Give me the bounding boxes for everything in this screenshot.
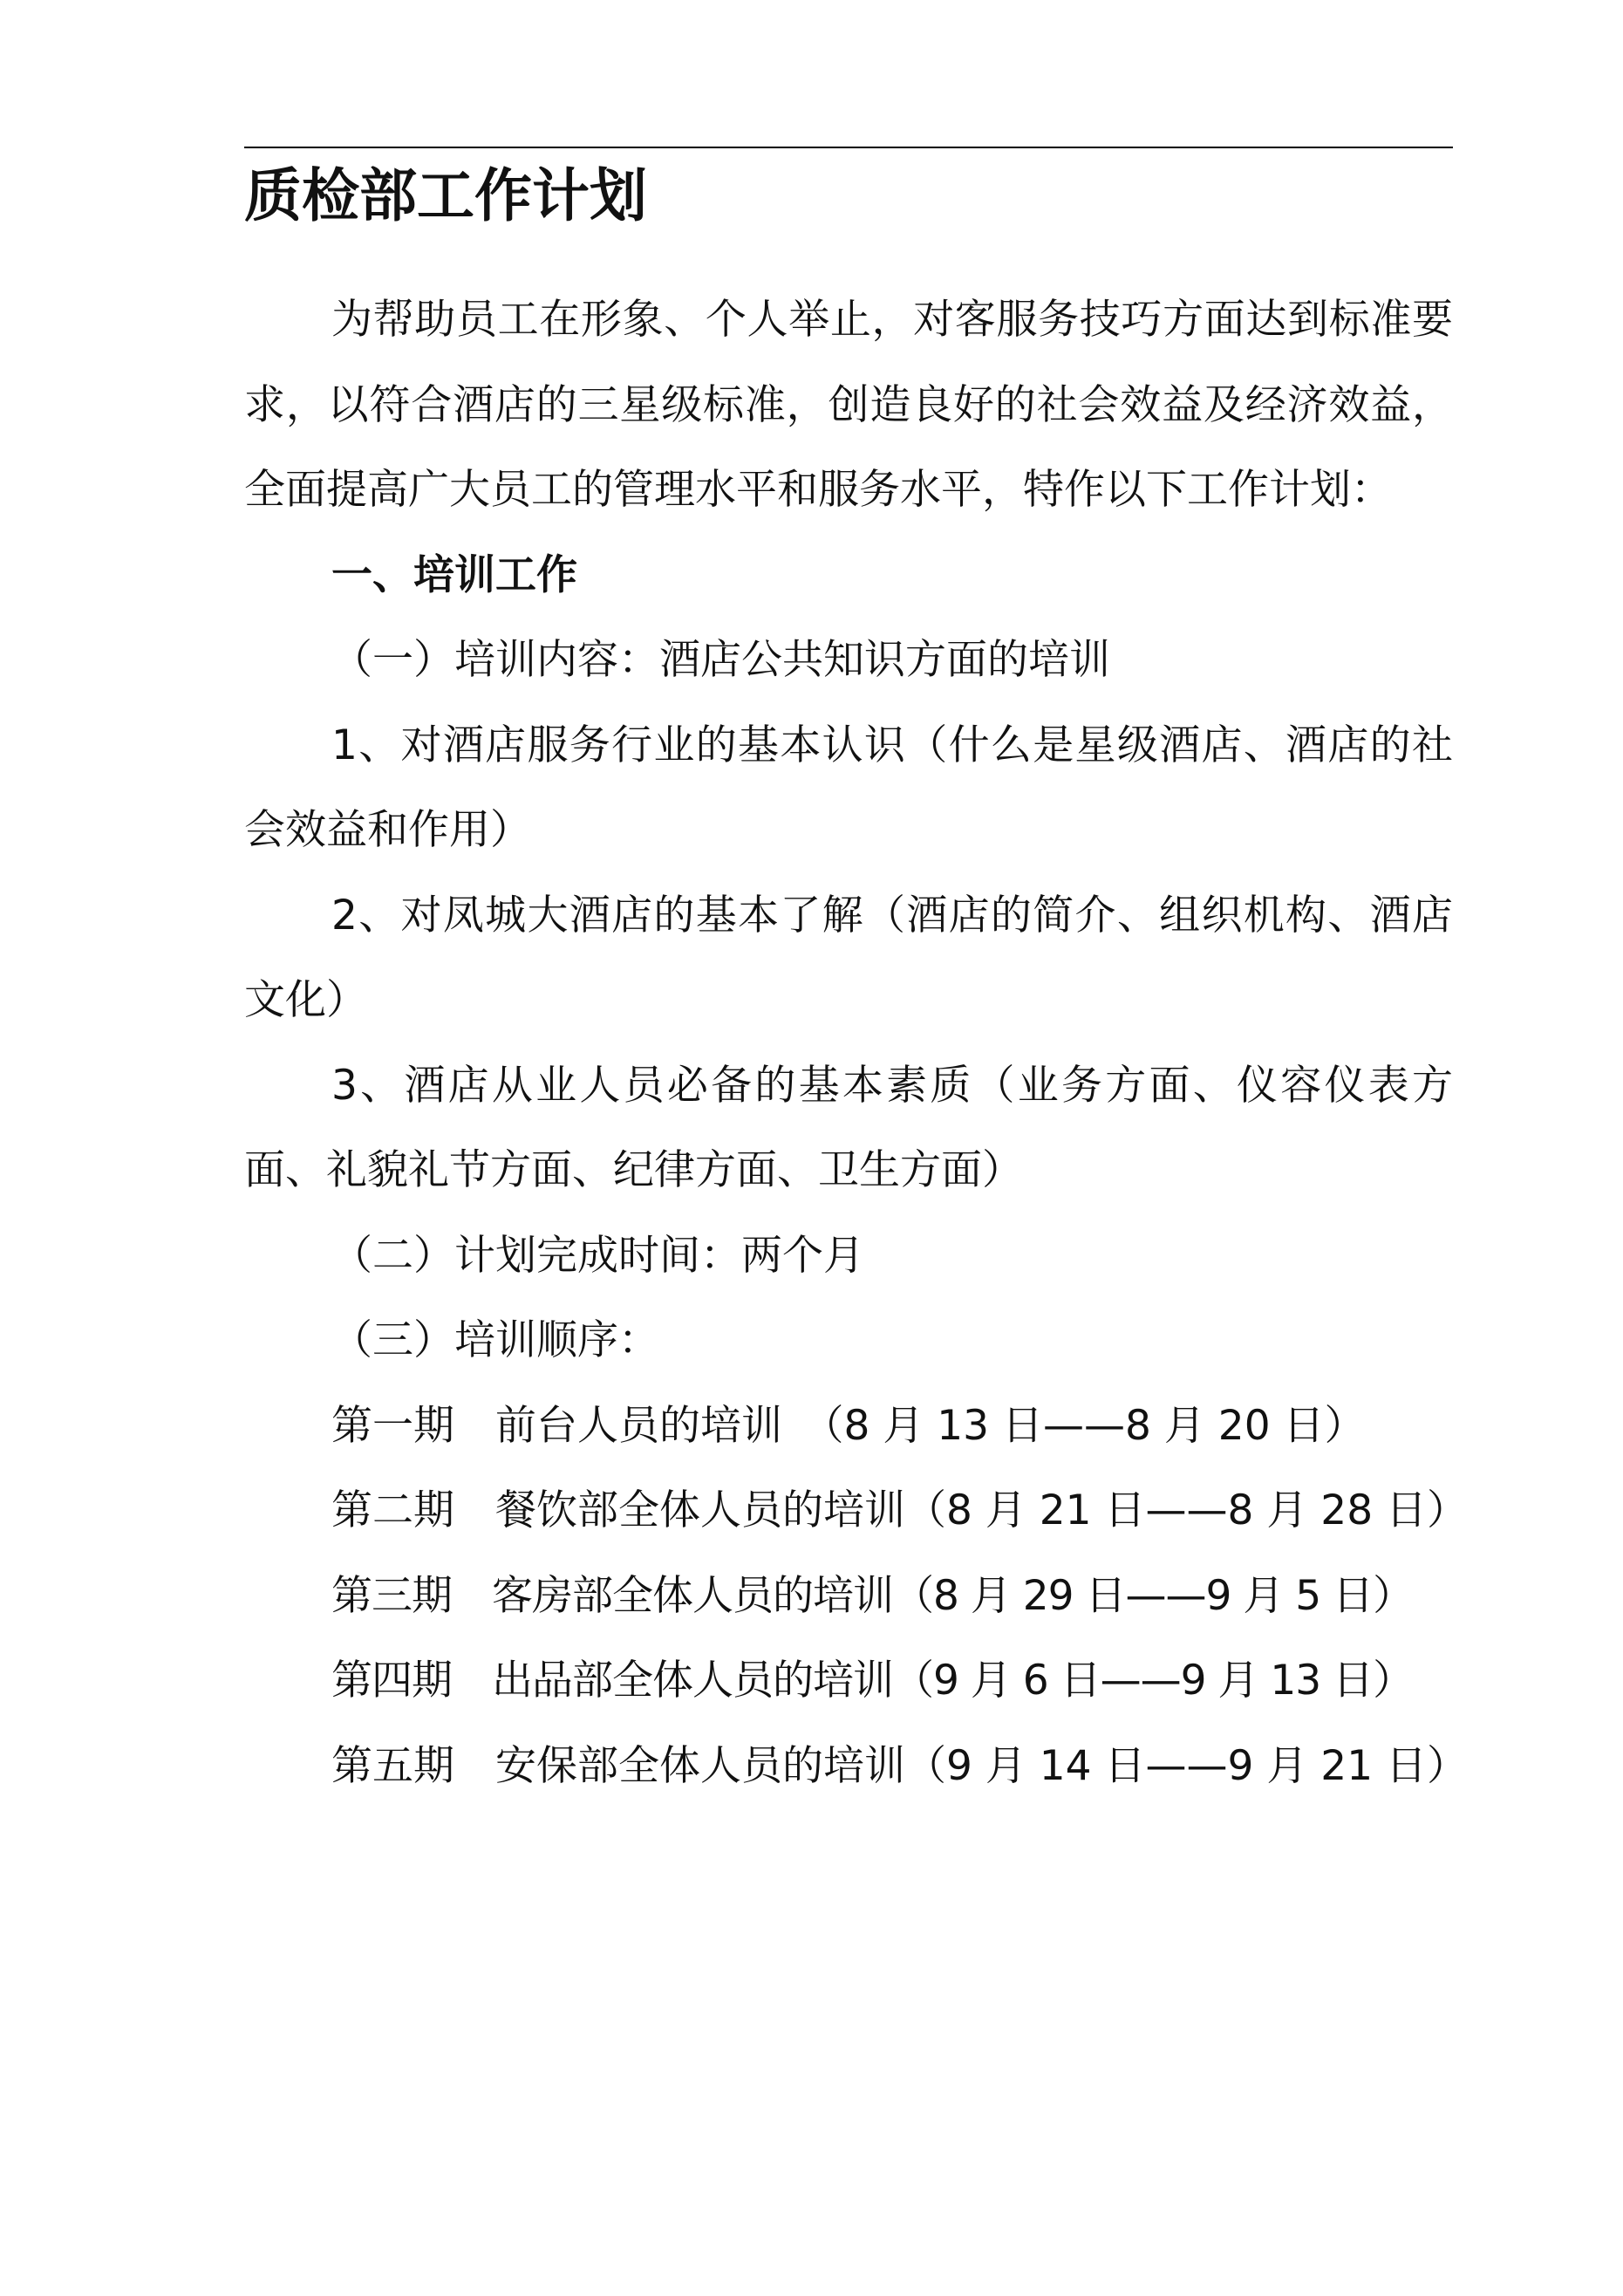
schedule-period-5: 第五期 安保部全体人员的培训（9 月 14 日——9 月 21 日） <box>331 1741 1469 1790</box>
completion-time: （二）计划完成时间：两个月 <box>331 1231 864 1280</box>
section-heading-training: 一、培训工作 <box>331 550 577 599</box>
training-content-label: （一）培训内容：酒店公共知识方面的培训 <box>331 636 1110 684</box>
header-rule <box>244 147 1453 148</box>
schedule-period-3: 第三期 客房部全体人员的培训（8 月 29 日——9 月 5 日） <box>331 1571 1414 1620</box>
training-order-label: （三）培训顺序： <box>331 1316 659 1364</box>
training-item-2: 2、对凤城大酒店的基本了解（酒店的简介、组织机构、酒店文化） <box>244 891 1453 1024</box>
schedule-period-2: 第二期 餐饮部全体人员的培训（8 月 21 日——8 月 28 日） <box>331 1486 1469 1534</box>
training-item-3: 3、酒店从业人员必备的基本素质（业务方面、仪容仪表方面、礼貌礼节方面、纪律方面、卫生方面） <box>244 1061 1453 1194</box>
schedule-period-1: 第一期 前台人员的培训 （8 月 13 日——8 月 20 日） <box>331 1401 1366 1450</box>
document-body <box>244 277 1469 1808</box>
schedule-period-4: 第四期 出品部全体人员的培训（9 月 6 日——9 月 13 日） <box>331 1657 1414 1705</box>
training-item-1: 1、对酒店服务行业的基本认识（什么是星级酒店、酒店的社会效益和作用） <box>244 721 1453 854</box>
document-title: 质检部工作计划 <box>244 162 647 229</box>
intro-paragraph: 为帮助员工在形象、个人举止，对客服务技巧方面达到标准要求，以符合酒店的三星级标准，创造良好的社会效益及经济效益，全面提高广大员工的管理水平和服务水平，特作以下工作计划： <box>244 296 1453 514</box>
